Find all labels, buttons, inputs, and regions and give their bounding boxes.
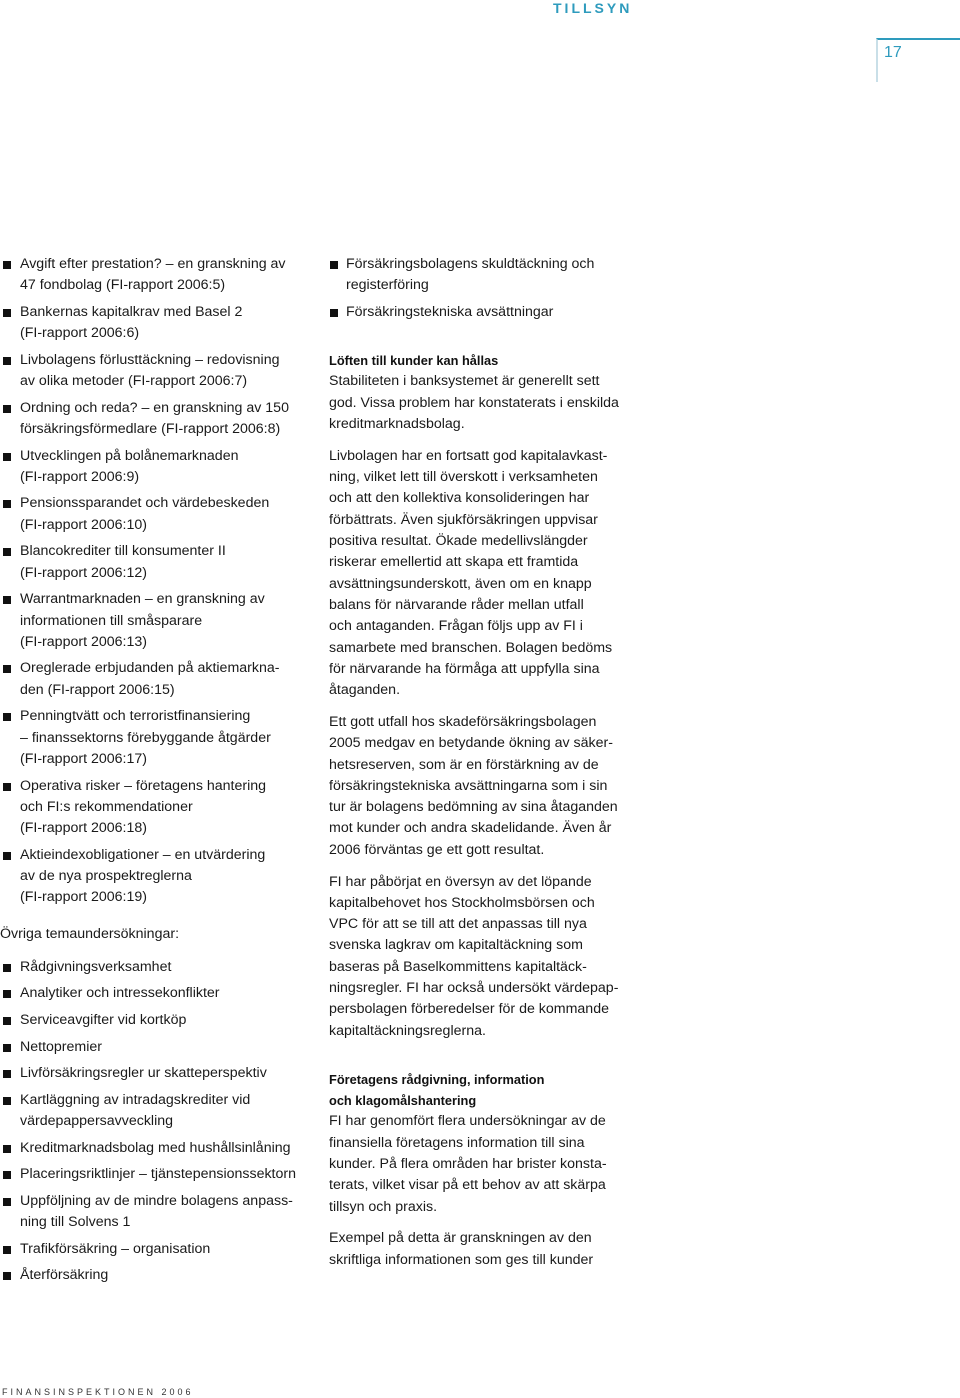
text-line: informationen till småsparare <box>20 612 203 629</box>
footer: FINANSINSPEKTIONEN 2006 <box>2 1387 194 1397</box>
text-line: finansiella företagens information till sina <box>329 1134 585 1151</box>
text-line: kunder. På flera områden har brister konsta- <box>329 1156 607 1173</box>
list-item <box>2 776 320 840</box>
text-line: registerföring <box>346 277 429 294</box>
list-item <box>2 1010 320 1031</box>
paragraph <box>329 1228 639 1271</box>
square-bullet-icon <box>3 1246 11 1254</box>
other-surveys-list <box>2 957 320 1287</box>
text-line: Kartläggning av intradagskrediter vid <box>20 1091 251 1108</box>
text-line: VPC för att se till att det anpassas till nya <box>329 916 587 933</box>
list-item <box>2 493 320 536</box>
list-item <box>2 541 320 584</box>
list-item <box>2 1037 320 1058</box>
text-line: kapitalbehovet hos Stockholmsbörsen och <box>329 894 595 911</box>
other-surveys-label: Övriga temaundersökningar: <box>0 925 180 942</box>
square-bullet-icon <box>3 1171 11 1179</box>
text-line: Utvecklingen på bolånemarknaden <box>20 447 239 464</box>
paragraph <box>329 446 639 702</box>
text-line: skriftliga informationen som ges till kunder <box>329 1251 594 1268</box>
text-line: Aktieindexobligationer – en utvärdering <box>20 846 266 863</box>
text-line: – finanssektorns förebyggande åtgärder <box>20 729 271 746</box>
list-item <box>2 1265 320 1286</box>
text-line: försäkringstekniska avsättningarna som i sin <box>329 777 608 794</box>
text-line: Stabiliteten i banksystemet är generellt sett <box>329 373 600 390</box>
text-line: (FI-rapport 2006:6) <box>20 325 140 342</box>
list-item <box>2 350 320 393</box>
list-item <box>2 302 320 345</box>
square-bullet-icon <box>3 548 11 556</box>
text-line: baseras på Baselkommittens kapitaltäck- <box>329 958 587 975</box>
square-bullet-icon <box>3 357 11 365</box>
square-bullet-icon <box>3 964 11 972</box>
list-item <box>2 1191 320 1234</box>
square-bullet-icon <box>3 405 11 413</box>
text-line: Warrantmarknaden – en granskning av <box>20 591 265 608</box>
list-item <box>2 658 320 701</box>
list-item <box>2 1063 320 1084</box>
text-line: (FI-rapport 2006:12) <box>20 564 147 581</box>
text-line: Oreglerade erbjudanden på aktiemarkna- <box>20 660 280 677</box>
text-line: tillsyn och praxis. <box>329 1198 438 1215</box>
text-line: tur är bolagens bedömning av sina åtaganden <box>329 799 618 816</box>
text-line: åtaganden. <box>329 682 401 699</box>
text-line: Livbolagens förlusttäckning – redovisning <box>20 351 280 368</box>
text-line: Livförsäkringsregler ur skatteperspektiv <box>20 1065 267 1082</box>
list-item <box>2 1164 320 1185</box>
square-bullet-icon <box>3 500 11 508</box>
text-line: Livbolagen har en fortsatt god kapitalavkast- <box>329 447 608 464</box>
left-column <box>2 254 320 1292</box>
text-line: balans för närvarande råder mellan utfall <box>329 596 584 613</box>
text-line: Återförsäkring <box>20 1267 109 1284</box>
text-line: samarbete med branschen. Bolagen bedöms <box>329 639 613 656</box>
text-line: kreditmarknadsbolag. <box>329 416 465 433</box>
square-bullet-icon <box>330 309 338 317</box>
text-line: Uppföljning av de mindre bolagens anpass- <box>20 1192 293 1209</box>
square-bullet-icon <box>3 1198 11 1206</box>
text-line: försäkringsförmedlare (FI-rapport 2006:8) <box>20 420 281 437</box>
text-line: 47 fondbolag (FI-rapport 2006:5) <box>20 277 226 294</box>
text-line: den (FI-rapport 2006:15) <box>20 681 175 698</box>
square-bullet-icon <box>3 1017 11 1025</box>
square-bullet-icon <box>3 1272 11 1280</box>
square-bullet-icon <box>3 665 11 673</box>
square-bullet-icon <box>3 453 11 461</box>
text-line: Nettopremier <box>20 1038 103 1055</box>
text-line: mot kunder och andra skadelidande. Även år <box>329 820 612 837</box>
list-item <box>2 1239 320 1260</box>
text-line: värdepappersavveckling <box>20 1113 174 1130</box>
right-column <box>329 254 639 1282</box>
section-heading: Löften till kunder kan hållas <box>329 353 499 369</box>
text-line: förbättrats. Även sjukförsäkringen uppvisar <box>329 511 598 528</box>
text-line: avsättningsunderskott, även om en knapp <box>329 575 592 592</box>
text-line: (FI-rapport 2006:13) <box>20 633 147 650</box>
text-line: av olika metoder (FI-rapport 2006:7) <box>20 373 248 390</box>
square-bullet-icon <box>330 261 338 269</box>
text-line: FI har påbörjat en översyn av det löpande <box>329 873 592 890</box>
list-item <box>2 1138 320 1159</box>
paragraph <box>329 371 639 435</box>
text-line: (FI-rapport 2006:19) <box>20 889 147 906</box>
section-title: TILLSYN <box>553 0 633 16</box>
text-line: Analytiker och intressekonflikter <box>20 985 220 1002</box>
text-line: och antaganden. Frågan följs upp av FI i <box>329 618 583 635</box>
list-item <box>2 706 320 770</box>
text-line: Försäkringsbolagens skuldtäckning och <box>346 256 595 272</box>
page-number: 17 <box>884 44 902 61</box>
list-item <box>2 254 320 297</box>
text-line: av de nya prospektreglerna <box>20 867 192 884</box>
text-line: Ett gott utfall hos skadeförsäkringsbolagen <box>329 713 597 730</box>
square-bullet-icon <box>3 1044 11 1052</box>
text-line: Ordning och reda? – en granskning av 150 <box>20 399 289 416</box>
text-line: Avgift efter prestation? – en granskning av <box>20 256 286 272</box>
text-line: Kreditmarknadsbolag med hushållsinlåning <box>20 1139 291 1156</box>
text-line: Bankernas kapitalkrav med Basel 2 <box>20 303 243 320</box>
square-bullet-icon <box>3 309 11 317</box>
text-line: FI har genomfört flera undersökningar av de <box>329 1113 606 1130</box>
reports-list <box>2 254 320 909</box>
text-line: ning till Solvens 1 <box>20 1214 131 1231</box>
text-line: (FI-rapport 2006:10) <box>20 516 147 533</box>
text-line: 2006 förväntas ge ett gott resultat. <box>329 841 545 858</box>
square-bullet-icon <box>3 1097 11 1105</box>
list-item <box>2 845 320 909</box>
text-line: Rådgivningsverksamhet <box>20 958 172 975</box>
text-line: terats, vilket visar på ett behov av att skärpa <box>329 1177 606 1194</box>
text-line: (FI-rapport 2006:18) <box>20 820 147 837</box>
text-line: Försäkringstekniska avsättningar <box>346 303 554 320</box>
text-line: Penningtvätt och terroristfinansiering <box>20 708 251 725</box>
text-line: (FI-rapport 2006:17) <box>20 750 147 767</box>
text-line: Företagens rådgivning, information <box>329 1071 545 1087</box>
text-line: persbolagen förberedelser för de kommande <box>329 1001 609 1018</box>
text-line: riskerar emellertid att skapa ett framtida <box>329 554 579 571</box>
square-bullet-icon <box>3 713 11 721</box>
paragraph <box>329 872 639 1042</box>
right-bullet-list <box>329 254 639 323</box>
list-item <box>2 446 320 489</box>
list-item <box>2 398 320 441</box>
section-advice <box>329 1069 639 1271</box>
list-item <box>329 254 639 297</box>
list-item <box>2 957 320 978</box>
text-line: (FI-rapport 2006:9) <box>20 468 140 485</box>
square-bullet-icon <box>3 852 11 860</box>
text-line: och klagomålshantering <box>329 1093 477 1109</box>
square-bullet-icon <box>3 261 11 269</box>
text-line: för närvarande ha förmåga att uppfylla sina <box>329 660 600 677</box>
text-line: Serviceavgifter vid kortköp <box>20 1012 187 1029</box>
text-line: och FI:s rekommendationer <box>20 798 193 815</box>
section-promises <box>329 350 639 1042</box>
text-line: ningsregler. FI har också undersökt värdepap- <box>329 980 619 996</box>
square-bullet-icon <box>3 1070 11 1078</box>
square-bullet-icon <box>3 596 11 604</box>
square-bullet-icon <box>3 783 11 791</box>
list-item <box>2 983 320 1004</box>
text-line: Exempel på detta är granskningen av den <box>329 1230 592 1247</box>
text-line: kapitaltäckningsreglerna. <box>329 1022 486 1039</box>
square-bullet-icon <box>3 990 11 998</box>
list-item <box>329 302 639 323</box>
text-line: 2005 medgav en betydande ökning av säker- <box>329 735 613 752</box>
text-line: hetsreserven, som är en förstärkning av de <box>329 756 599 773</box>
text-line: Placeringsriktlinjer – tjänstepensionssektorn <box>20 1166 297 1183</box>
text-line: Trafikförsäkring – organisation <box>20 1240 211 1257</box>
square-bullet-icon <box>3 1145 11 1153</box>
text-line: god. Vissa problem har konstaterats i enskilda <box>329 394 619 411</box>
paragraph <box>329 712 639 861</box>
text-line: Operativa risker – företagens hantering <box>20 777 267 794</box>
section-heading <box>329 1069 639 1112</box>
list-item <box>2 589 320 653</box>
text-line: Blancokrediter till konsumenter II <box>20 543 226 560</box>
text-line: Pensionssparandet och värdebeskeden <box>20 495 270 512</box>
text-line: ning, vilket lett till överskott i verksamheten <box>329 469 598 486</box>
text-line: positiva resultat. Ökade medellivslängder <box>329 533 588 550</box>
list-item <box>2 1090 320 1133</box>
text-line: svenska lagkrav om kapitaltäckning som <box>329 937 583 954</box>
text-line: och att den kollektiva konsolideringen har <box>329 490 590 507</box>
paragraph <box>329 1111 639 1217</box>
